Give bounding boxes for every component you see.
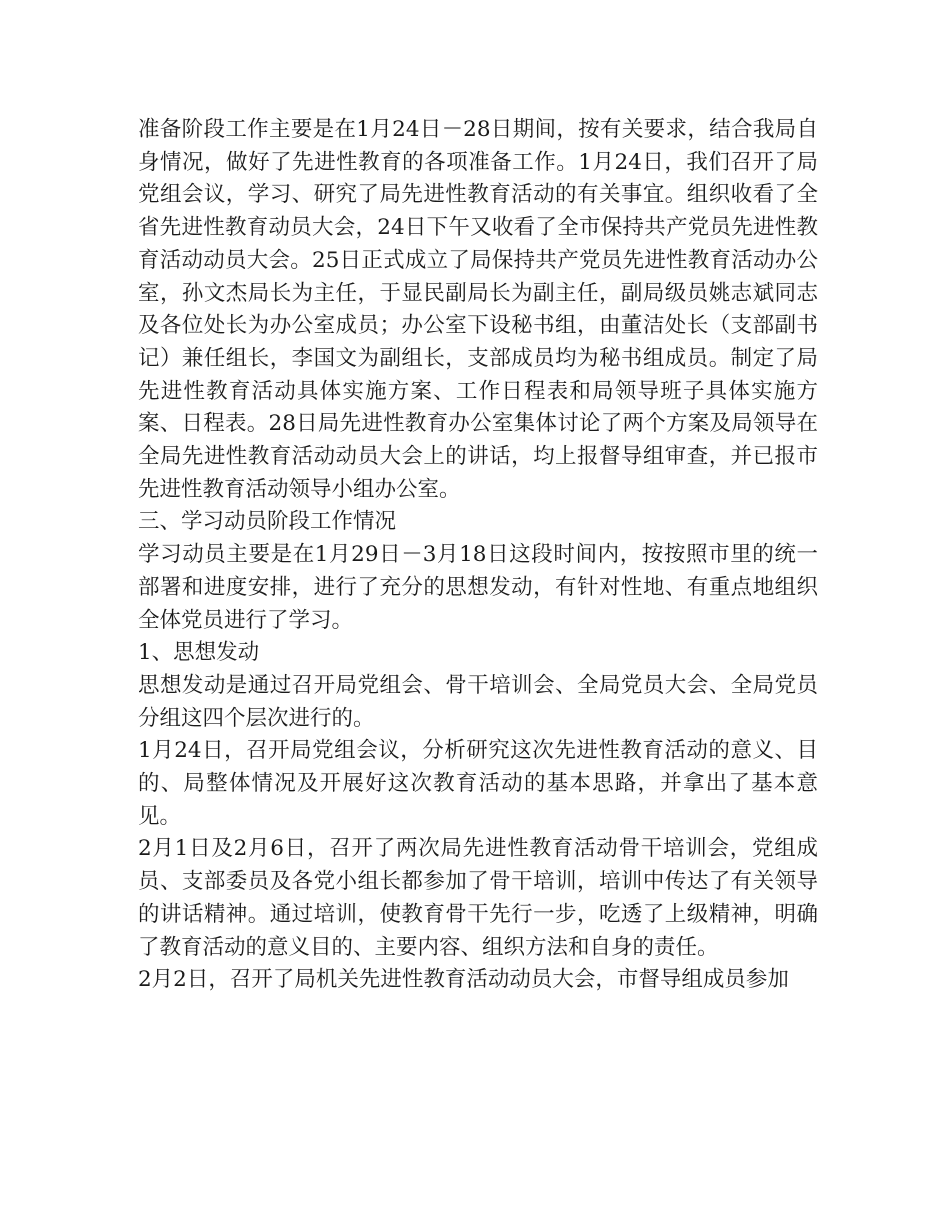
section-heading-study-mobilization: 三、学习动员阶段工作情况 <box>138 509 397 535</box>
document-body <box>138 114 818 997</box>
paragraph-jan-24-meeting: 1月24日，召开局党组会议，分析研究这次先进性教育活动的意义、目的、局整体情况及开展好这次教育活动的基本思路，并拿出了基本意见。 <box>138 738 818 829</box>
paragraph-feb-2-meeting: 2月2日，召开了局机关先进性教育活动动员大会，市督导组成员参加 <box>138 967 789 993</box>
paragraph-study-mobilization: 学习动员主要是在1月29日－3月18日这段时间内，按按照市里的统一部署和进度安排，进行了充分的思想发动，有针对性地、有重点地组织全体党员进行了学习。 <box>138 542 818 633</box>
paragraph-four-levels: 思想发动是通过召开局党组会、骨干培训会、全局党员大会、全局党员分组这四个层次进行的。 <box>138 672 818 731</box>
paragraph-preparation-stage: 准备阶段工作主要是在1月24日－28日期间，按有关要求，结合我局自身情况，做好了先进性教育的各项准备工作。1月24日，我们召开了局党组会议，学习、研究了局先进性教育活动的有关事宜。组织收看了全省先进性教育动员大会，24日下午又收看了全市保持共产党员先进性教育活动动员大会。25日正式成立了局保持共产党员先进性教育活动办公室，孙文杰局长为主任，于显民副局长为副主任，副局级员姚志斌同志及各位处长为办公室成员；办公室下设秘书组，由董洁处长（支部副书记）兼任组长，李国文为副组长，支部成员均为秘书组成员。制定了局先进性教育活动具体实施方案、工作日程表和局领导班子具体实施方案、日程表。28日局先进性教育办公室集体讨论了两个方案及局领导在全局先进性教育活动动员大会上的讲话，均上报督导组审查，并已报市先进性教育活动领导小组办公室。 <box>138 117 818 502</box>
paragraph-feb-training: 2月1日及2月6日，召开了两次局先进性教育活动骨干培训会，党组成员、支部委员及各党小组长都参加了骨干培训，培训中传达了有关领导的讲话精神。通过培训，使教育骨干先行一步，吃透了上级精神，明确了教育活动的意义目的、主要内容、组织方法和自身的责任。 <box>138 836 818 960</box>
subheading-ideological-mobilization: 1、思想发动 <box>138 640 260 666</box>
